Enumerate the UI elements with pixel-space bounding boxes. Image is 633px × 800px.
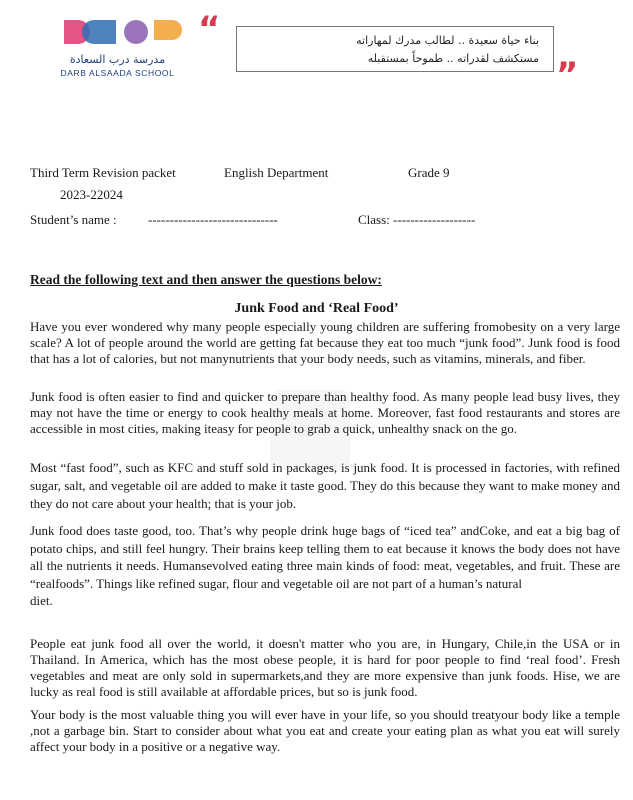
motto-line-1: بناء حياة سعيدة .. لطالب مدرك لمهاراته [356,34,539,47]
instruction-text: Read the following text and then answer the questions below: [30,272,382,287]
open-quote-icon: “ [198,9,221,49]
paragraph-1: Have you ever wondered why many people especially young children are suffering fromobesity on a very large scale? A lot of people around the world are getting fat because they eat too much “junk food”. Junk food is food that has a lot of calories, but not manynutrients that your body needs, such as vitamins, minerals, and fiber. [30,319,620,366]
paragraph-4 [30,522,620,610]
packet-title: Third Term Revision packet [30,165,176,180]
department-label: English Department [224,165,329,180]
motto-box [236,26,554,72]
student-name-field[interactable]: ------------------------------ [148,212,278,227]
paragraph-2: Junk food is often easier to find and quicker to prepare than healthy food. As many people lead busy lives, they may not have the time or energy to cook healthy meals at home. Moreover, fast food restaurants and stores are accessible in most cities, making iteasy for people to grab a quick, unhealthy snack on the go. [30,389,620,436]
academic-year: 2023-22024 [60,187,123,202]
school-name-english: DARB ALSAADA SCHOOL [60,68,175,78]
paragraph-6: Your body is the most valuable thing you will ever have in your life, so you should treatyour body like a temple ,not a garbage bin. Start to consider about what you eat and create your eating plan as what you eat will surely affect your body in a positive or a negative way. [30,707,620,754]
paragraph-5: People eat junk food all over the world, it doesn't matter who you are, in Hungary, Chile,in the USA or in Thailand. In America, which has the most obese people, it is hard for poor people to find ‘real food’. Fresh vegetables and meat are only sold in supermarkets,and they are more expensive than junk foods. Hise, we are lucky as real food is still available at affordable prices, but so is junk food. [30,636,620,699]
paragraph-4-tail: diet. [30,593,53,608]
passage-title: Junk Food and ‘Real Food’ [234,301,399,316]
logo-mark [64,20,182,44]
school-name-arabic: مدرسة درب السعادة [69,53,166,66]
paragraph-4-body: Junk food does taste good, too. That’s why people drink huge bags of “iced tea” andCoke, and eat a big bag of potato chips, and still feel hungry. Their brains keep telling them to eat because it knows the body does not have all the nutrients it needs. Humansevolved eating three main kinds of food: meat, vegetables, and fruit. These are “realfoods”. Things like refined sugar, flour and vegetable oil are not part of a human’s natural [30,523,620,591]
student-name-label: Student’s name : [30,212,117,227]
grade-label: Grade 9 [408,165,450,180]
close-quote-icon: ” [556,55,579,95]
motto-line-2: مستكشف لقدراته .. طموحاً بمستقبله [367,52,539,65]
paragraph-3: Most “fast food”, such as KFC and stuff sold in packages, is junk food. It is processed in factories, with refined sugar, salt, and vegetable oil are added to make it taste good. They do this because they want to make money and they do not care about your health; that is your job. [30,460,620,511]
class-field[interactable]: Class: ------------------- [358,212,476,227]
